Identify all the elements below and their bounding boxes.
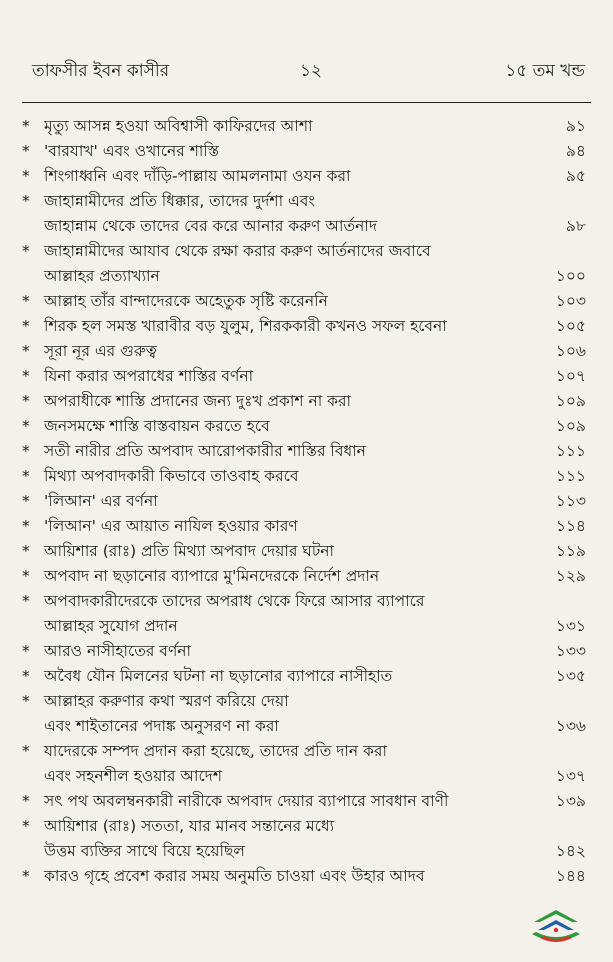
toc-entry-title <box>44 589 518 639</box>
toc-entry-title <box>44 864 518 889</box>
toc-entry-title-line: অপরাধীকে শাস্তি প্রদানের জন্য দুঃখ প্রকাশ না করা <box>44 392 352 410</box>
toc-entry[interactable] <box>22 864 588 889</box>
toc-entry-title <box>44 239 518 289</box>
toc-entry-title <box>44 139 518 164</box>
toc-entry-title-line: শিংগাধ্বনি এবং দাঁড়ি-পাল্লায় আমলনামা ওযন করা <box>44 167 351 185</box>
toc-entry-title-line: মৃত্যু আসন্ন হওয়া অবিশ্বাসী কাফিরদের আশা <box>44 117 313 135</box>
toc-entry[interactable] <box>22 389 588 414</box>
bullet-asterisk: * <box>22 192 30 210</box>
toc-entry-page: ১৩৯ <box>555 792 586 810</box>
toc-entry[interactable] <box>22 239 588 289</box>
toc-entry-page: ১১১ <box>555 442 586 460</box>
bullet-asterisk: * <box>22 292 30 310</box>
toc-entry[interactable] <box>22 439 588 464</box>
toc-entry-title <box>44 339 518 364</box>
toc-entry-page: ১১১ <box>555 467 586 485</box>
toc-entry-title-line: আল্লাহর সুযোগ প্রদান <box>44 617 178 635</box>
bullet-asterisk: * <box>22 467 30 485</box>
toc-entry[interactable] <box>22 114 588 139</box>
toc-entry[interactable] <box>22 489 588 514</box>
toc-entry-page: ১৩৬ <box>555 717 586 735</box>
bullet-asterisk: * <box>22 142 30 160</box>
toc-entry-title <box>44 414 518 439</box>
toc-entry[interactable] <box>22 739 588 789</box>
toc-entry-page: ৯৪ <box>565 142 586 160</box>
toc-entry-title <box>44 464 518 489</box>
toc-entry-page: ১০৯ <box>555 392 586 410</box>
toc-entry[interactable] <box>22 164 588 189</box>
toc-entry-page: ১২৯ <box>555 567 586 585</box>
toc-entry-title-line: জনসমক্ষে শাস্তি বাস্তবায়ন করতে হবে <box>44 417 270 435</box>
toc-entry-title-line: 'লিআন' এর আয়াত নাযিল হওয়ার কারণ <box>44 517 298 535</box>
toc-entry-title-line: এবং শাইতানের পদাঙ্ক অনুসরণ না করা <box>44 717 279 735</box>
toc-entry-title <box>44 289 518 314</box>
toc-entry[interactable] <box>22 364 588 389</box>
toc-entry[interactable] <box>22 589 588 639</box>
bullet-asterisk: * <box>22 367 30 385</box>
bullet-asterisk: * <box>22 692 30 710</box>
bullet-asterisk: * <box>22 442 30 460</box>
toc-entry-page: ১৩১ <box>555 617 586 635</box>
toc-entry-page: ১১৯ <box>555 542 586 560</box>
toc-entry-title <box>44 314 518 339</box>
publisher-logo-icon <box>528 908 584 948</box>
toc-entry-title-line: অপবাদকারীদেরকে তাদের অপরাধ থেকে ফিরে আসার ব্যাপারে <box>44 592 425 610</box>
toc-entry-page: ১৩৫ <box>555 667 586 685</box>
toc-entry-title-line: সূরা নূর এর গুরুত্ব <box>44 342 157 360</box>
toc-entry-page: ৯৮ <box>565 217 586 235</box>
toc-entry[interactable] <box>22 464 588 489</box>
toc-entry[interactable] <box>22 339 588 364</box>
toc-entry[interactable] <box>22 664 588 689</box>
toc-entry-title <box>44 789 518 814</box>
toc-entry-title-line: আল্লাহর প্রত্যাখ্যান <box>44 267 160 285</box>
bullet-asterisk: * <box>22 492 30 510</box>
toc-entry-title-line: অবৈধ যৌন মিলনের ঘটনা না ছড়ানোর ব্যাপারে নাসীহাত <box>44 667 393 685</box>
toc-entry-title <box>44 189 518 239</box>
bullet-asterisk: * <box>22 742 30 760</box>
toc-entry-title-line: মিথ্যা অপবাদকারী কিভাবে তাওবাহ করবে <box>44 467 299 485</box>
toc-entry-title-line: আল্লাহ তাঁর বান্দাদেরকে অহেতুক সৃষ্টি করেননি <box>44 292 328 310</box>
toc-entry-page: ১০৩ <box>555 292 586 310</box>
bullet-asterisk: * <box>22 792 30 810</box>
toc-entry-title-line: এবং সহনশীল হওয়ার আদেশ <box>44 767 222 785</box>
toc-entry[interactable] <box>22 789 588 814</box>
toc-entry[interactable] <box>22 414 588 439</box>
toc-entry-page: ১০৭ <box>555 367 586 385</box>
toc-entry-title <box>44 439 518 464</box>
toc-entry-title <box>44 814 518 864</box>
volume-label: ১৫ তম খন্ড <box>505 61 585 81</box>
toc-entry-title-line: জাহান্নাম থেকে তাদের বের করে আনার করুণ আর্তনাদ <box>44 217 377 235</box>
bullet-asterisk: * <box>22 167 30 185</box>
toc-entry-title-line: কারও গৃহে প্রবেশ করার সময় অনুমতি চাওয়া এবং উহার আদব <box>44 867 425 885</box>
toc-entry-title-line: আল্লাহর করুণার কথা স্মরণ করিয়ে দেয়া <box>44 692 289 710</box>
bullet-asterisk: * <box>22 517 30 535</box>
bullet-asterisk: * <box>22 117 30 135</box>
toc-entry-page: ১০৫ <box>555 317 586 335</box>
bullet-asterisk: * <box>22 567 30 585</box>
toc-entry[interactable] <box>22 314 588 339</box>
toc-entry-title <box>44 489 518 514</box>
bullet-asterisk: * <box>22 342 30 360</box>
toc-entry-title <box>44 564 518 589</box>
bullet-asterisk: * <box>22 417 30 435</box>
toc-entry-title <box>44 364 518 389</box>
toc-entry-page: ১৩৭ <box>555 767 586 785</box>
toc-entry-title <box>44 114 518 139</box>
toc-entry[interactable] <box>22 639 588 664</box>
toc-entry-title-line: সৎ পথ অবলম্বনকারী নারীকে অপবাদ দেয়ার ব্যাপারে সাবধান বাণী <box>44 792 449 810</box>
toc-entry-title <box>44 539 518 564</box>
toc-entry-page: ৯৫ <box>565 167 586 185</box>
toc-entry-title-line: জাহান্নামীদের আযাব থেকে রক্ষা করার করুণ আর্তনাদের জবাবে <box>44 242 431 260</box>
header-rule <box>22 102 591 103</box>
toc-entry-page: ১০৬ <box>555 342 586 360</box>
toc-entry[interactable] <box>22 514 588 539</box>
book-title: তাফসীর ইবন কাসীর <box>32 61 170 81</box>
toc-entry-page: ১১৩ <box>555 492 586 510</box>
toc-entry-title <box>44 664 518 689</box>
toc-entry-title <box>44 689 518 739</box>
bullet-asterisk: * <box>22 392 30 410</box>
bullet-asterisk: * <box>22 667 30 685</box>
bullet-asterisk: * <box>22 867 30 885</box>
toc-entry-title-line: সতী নারীর প্রতি অপবাদ আরোপকারীর শাস্তির বিধান <box>44 442 366 460</box>
toc-entry-title <box>44 514 518 539</box>
bullet-asterisk: * <box>22 817 30 835</box>
toc-entry-title-line: যাদেরকে সম্পদ প্রদান করা হয়েছে, তাদের প্রতি দান করা <box>44 742 387 760</box>
toc-entry-title <box>44 639 518 664</box>
page-number: ১২ <box>300 61 323 81</box>
toc-entry[interactable] <box>22 564 588 589</box>
toc-entry-page: ১০০ <box>555 267 586 285</box>
toc-entry-title <box>44 739 518 789</box>
toc-entry-title-line: আয়িশার (রাঃ) সততা, যার মানব সন্তানের মধ্যে <box>44 817 335 835</box>
bullet-asterisk: * <box>22 317 30 335</box>
toc-entry-title-line: 'লিআন' এর বর্ণনা <box>44 492 158 510</box>
toc-entry[interactable] <box>22 689 588 739</box>
toc-entry[interactable] <box>22 814 588 864</box>
toc-entry-title-line: 'বারযাখ' এবং ওখানের শাস্তি <box>44 142 219 160</box>
toc-entry-page: ১৪২ <box>555 842 586 860</box>
toc-entry[interactable] <box>22 289 588 314</box>
toc-entry-title-line: উত্তম ব্যক্তির সাথে বিয়ে হয়েছিল <box>44 842 245 860</box>
bullet-asterisk: * <box>22 542 30 560</box>
toc-entry-title <box>44 164 518 189</box>
toc-entry[interactable] <box>22 189 588 239</box>
toc-entry-title-line: যিনা করার অপরাধের শাস্তির বর্ণনা <box>44 367 254 385</box>
toc-entry-title-line: জাহান্নামীদের প্রতি ধিক্কার, তাদের দুর্দশা এবং <box>44 192 316 210</box>
toc-entry-page: ১১৪ <box>555 517 586 535</box>
bullet-asterisk: * <box>22 642 30 660</box>
bullet-asterisk: * <box>22 242 30 260</box>
toc-entry-page: ১৪৪ <box>555 867 586 885</box>
toc-entry-title-line: শিরক হল সমস্ত খারাবীর বড় যুলুম, শিরককারী কখনও সফল হবেনা <box>44 317 447 335</box>
toc-entry-page: ১৩৩ <box>555 642 586 660</box>
toc-entry-title-line: আরও নাসীহাতের বর্ণনা <box>44 642 192 660</box>
table-of-contents <box>22 114 588 889</box>
toc-entry-page: ৯১ <box>565 117 586 135</box>
bullet-asterisk: * <box>22 592 30 610</box>
toc-entry[interactable] <box>22 539 588 564</box>
running-header <box>32 58 585 88</box>
toc-entry-page: ১০৯ <box>555 417 586 435</box>
toc-entry-title-line: অপবাদ না ছড়ানোর ব্যাপারে মু'মিনদেরকে নির্দেশ প্রদান <box>44 567 380 585</box>
toc-entry-title-line: আয়িশার (রাঃ) প্রতি মিথ্যা অপবাদ দেয়ার ঘটনা <box>44 542 335 560</box>
toc-entry[interactable] <box>22 139 588 164</box>
toc-entry-title <box>44 389 518 414</box>
